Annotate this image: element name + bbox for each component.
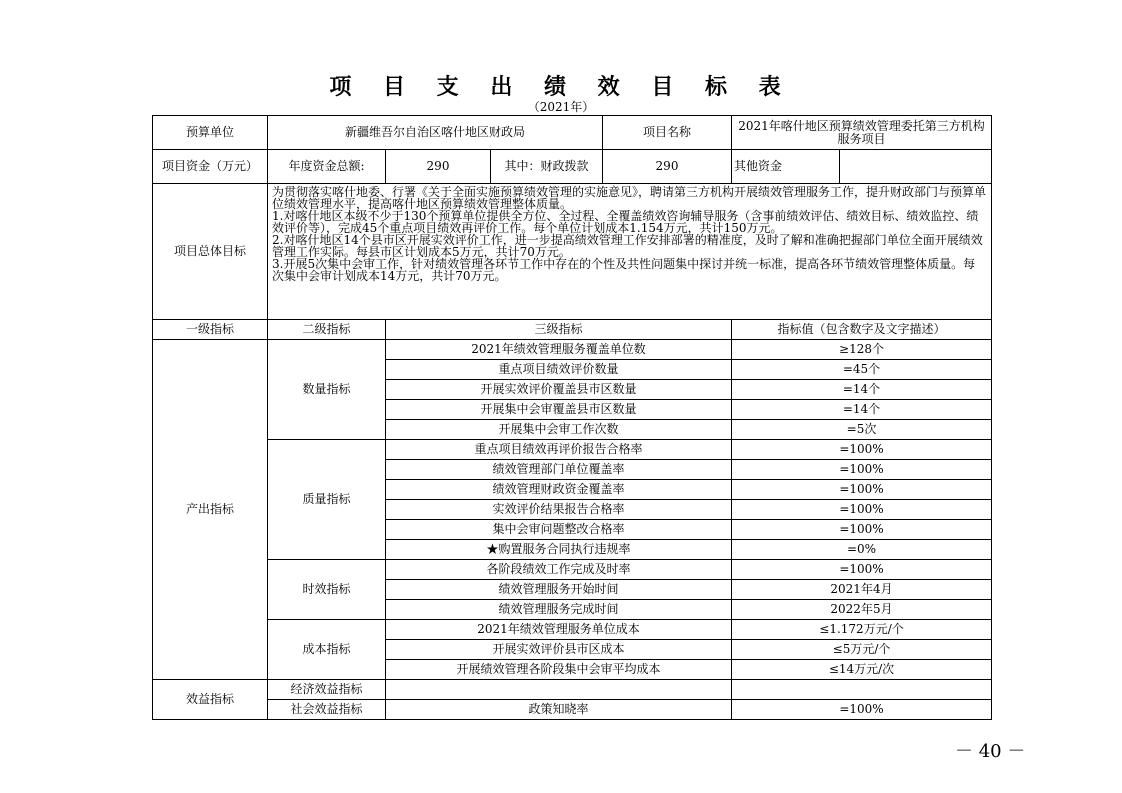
output-indicator-label: 产出指标: [153, 340, 268, 680]
overall-goal-text: [268, 184, 992, 320]
goal-paragraph: 1.对喀什地区本级不少于130个预算单位提供全方位、全过程、全覆盖绩效咨询辅导服务（含事前绩效评估、绩效目标、绩效监控、绩效评价等），完成45个重点项目绩效再评价工作。每个单位计划成本1.154万元，共计150万元。: [272, 209, 979, 235]
goal-paragraph: 3.开展5次集中会审工作，针对绩效管理各环节工作中存在的个性及共性问题集中探讨并统一标准，提高各环节绩效管理整体质量。每次集中会审计划成本14万元，共计70万元。: [272, 257, 976, 283]
indicator-name: 开展集中会审覆盖县市区数量: [386, 400, 732, 420]
indicator-name: 开展实效评价覆盖县市区数量: [386, 380, 732, 400]
benefit-indicator-label: 效益指标: [153, 680, 268, 720]
fiscal-allocation-value: 290: [603, 150, 732, 184]
indicator-value: =100%: [732, 440, 992, 460]
project-funds-label: 项目资金（万元）: [153, 150, 268, 184]
indicator-value: =100%: [732, 460, 992, 480]
budget-unit-label: 预算单位: [153, 116, 268, 150]
indicator-name: 重点项目绩效评价数量: [386, 360, 732, 380]
project-name-label: 项目名称: [603, 116, 732, 150]
fiscal-allocation-label: 其中：财政拨款: [491, 150, 603, 184]
indicator-value: ≥128个: [732, 340, 992, 360]
indicator-name: 实效评价结果报告合格率: [386, 500, 732, 520]
goal-paragraph: 为贯彻落实喀什地委、行署《关于全面实施预算绩效管理的实施意见》，聘请第三方机构开展绩效管理服务工作，提升财政部门与预算单位绩效管理水平，提高喀什地区预算绩效管理整体质量。: [272, 185, 987, 211]
indicator-value: ≤1.172万元/个: [732, 620, 992, 640]
budget-unit-value: 新疆维吾尔自治区喀什地区财政局: [268, 116, 603, 150]
indicator-name: 政策知晓率: [386, 700, 732, 720]
indicator-value: =100%: [732, 700, 992, 720]
other-funds-value: [840, 150, 992, 184]
year-label: （2021年）: [527, 100, 595, 114]
goal-paragraph: 2.对喀什地区14个县市区开展实效评价工作，进一步提高绩效管理工作安排部署的精准度，及时了解和准确把握部门单位全面开展绩效管理工作实际。每县市区计划成本5万元，共计70万元。: [272, 233, 983, 259]
cost-indicator-label: 成本指标: [268, 620, 386, 680]
page-title: 项 目 支 出 绩 效 目 标 表: [329, 74, 793, 100]
indicator-value: 2021年4月: [732, 580, 992, 600]
indicator-name: 各阶段绩效工作完成及时率: [386, 560, 732, 580]
indicator-value: =45个: [732, 360, 992, 380]
indicator-name: [386, 680, 732, 700]
indicator-value: 2022年5月: [732, 600, 992, 620]
page-number: － 40 －: [955, 741, 1026, 762]
indicator-value: =0%: [732, 540, 992, 560]
indicator-name: 绩效管理财政资金覆盖率: [386, 480, 732, 500]
indicator-name: 2021年绩效管理服务单位成本: [386, 620, 732, 640]
project-name-value: 2021年喀什地区预算绩效管理委托第三方机构服务项目: [732, 116, 992, 150]
indicator-value: =5次: [732, 420, 992, 440]
indicator-value: =14个: [732, 400, 992, 420]
annual-total-value: 290: [386, 150, 491, 184]
indicator-value: [732, 680, 992, 700]
indicator-value: =100%: [732, 520, 992, 540]
indicator-name: 绩效管理服务完成时间: [386, 600, 732, 620]
col-header-level3: 三级指标: [386, 320, 732, 340]
indicator-name: 开展集中会审工作次数: [386, 420, 732, 440]
economic-benefit-label: 经济效益指标: [268, 680, 386, 700]
col-header-level2: 二级指标: [268, 320, 386, 340]
indicator-value: =14个: [732, 380, 992, 400]
col-header-level1: 一级指标: [153, 320, 268, 340]
col-header-value: 指标值（包含数字及文字描述）: [732, 320, 992, 340]
indicator-name: 绩效管理服务开始时间: [386, 580, 732, 600]
indicator-name: ★购置服务合同执行违规率: [386, 540, 732, 560]
indicator-value: =100%: [732, 560, 992, 580]
timeliness-indicator-label: 时效指标: [268, 560, 386, 620]
quantity-indicator-label: 数量指标: [268, 340, 386, 440]
indicator-value: ≤14万元/次: [732, 660, 992, 680]
indicator-value: =100%: [732, 500, 992, 520]
other-funds-label: 其他资金: [732, 150, 840, 184]
performance-target-table: [152, 115, 992, 720]
indicator-name: 开展实效评价县市区成本: [386, 640, 732, 660]
overall-goal-label: 项目总体目标: [153, 184, 268, 320]
indicator-name: 绩效管理部门单位覆盖率: [386, 460, 732, 480]
quality-indicator-label: 质量指标: [268, 440, 386, 560]
annual-total-label: 年度资金总额:: [268, 150, 386, 184]
indicator-name: 重点项目绩效再评价报告合格率: [386, 440, 732, 460]
indicator-name: 集中会审问题整改合格率: [386, 520, 732, 540]
social-benefit-label: 社会效益指标: [268, 700, 386, 720]
indicator-name: 2021年绩效管理服务覆盖单位数: [386, 340, 732, 360]
indicator-name: 开展绩效管理各阶段集中会审平均成本: [386, 660, 732, 680]
indicator-value: =100%: [732, 480, 992, 500]
indicator-value: ≤5万元/个: [732, 640, 992, 660]
